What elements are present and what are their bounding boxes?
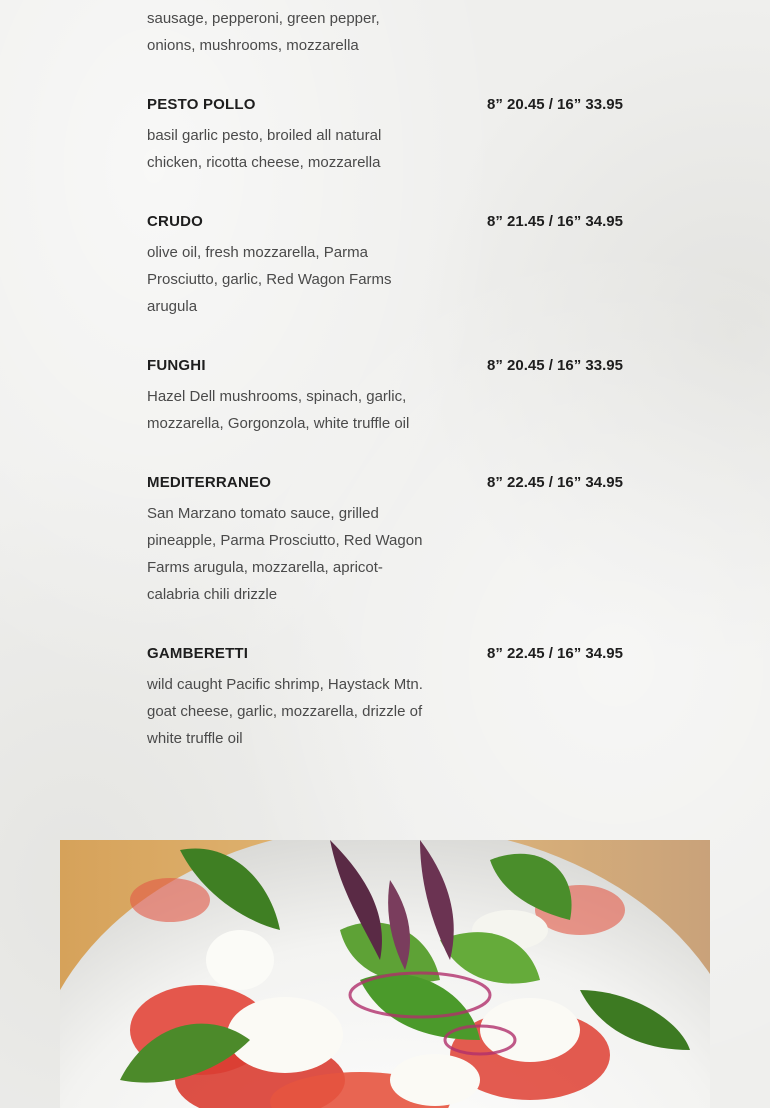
photo-illustration	[60, 840, 710, 1108]
item-name: PESTO POLLO	[147, 96, 256, 113]
item-description: basil garlic pesto, broiled all natural chicken, ricotta cheese, mozzarella	[147, 127, 382, 171]
menu-item-mediterraneo	[147, 473, 637, 608]
item-price: 8” 22.45 / 16” 34.95	[487, 645, 623, 662]
item-name: CRUDO	[147, 213, 203, 230]
item-name: MEDITERRANEO	[147, 474, 272, 491]
item-description: sausage, pepperoni, green pepper, onions, mushrooms, mozzarella	[147, 10, 380, 54]
menu-list	[147, 0, 637, 788]
item-description: Hazel Dell mushrooms, spinach, garlic, mozzarella, Gorgonzola, white truffle oil	[147, 388, 410, 432]
menu-item-funghi	[147, 356, 637, 437]
item-price: 8” 21.45 / 16” 34.95	[487, 213, 623, 230]
caprese-salad-photo	[60, 840, 710, 1108]
menu-item-crudo	[147, 212, 637, 320]
item-description: wild caught Pacific shrimp, Haystack Mtn. goat cheese, garlic, mozzarella, drizzle of white truffle oil	[147, 676, 423, 747]
item-name: GAMBERETTI	[147, 645, 249, 662]
item-price: 8” 20.45 / 16” 33.95	[487, 357, 623, 374]
menu-item	[147, 0, 637, 59]
menu-item-gamberetti	[147, 644, 637, 752]
item-description: olive oil, fresh mozzarella, Parma Prosciutto, garlic, Red Wagon Farms arugula	[147, 244, 392, 315]
item-price: 8” 20.45 / 16” 33.95	[487, 96, 623, 113]
item-price: 8” 22.45 / 16” 34.95	[487, 474, 623, 491]
item-description: San Marzano tomato sauce, grilled pineapple, Parma Prosciutto, Red Wagon Farms arugula, mozzarella, apricot-calabria chili drizzle	[147, 505, 423, 603]
item-name: FUNGHI	[147, 357, 206, 374]
menu-item-pesto-pollo	[147, 95, 637, 176]
